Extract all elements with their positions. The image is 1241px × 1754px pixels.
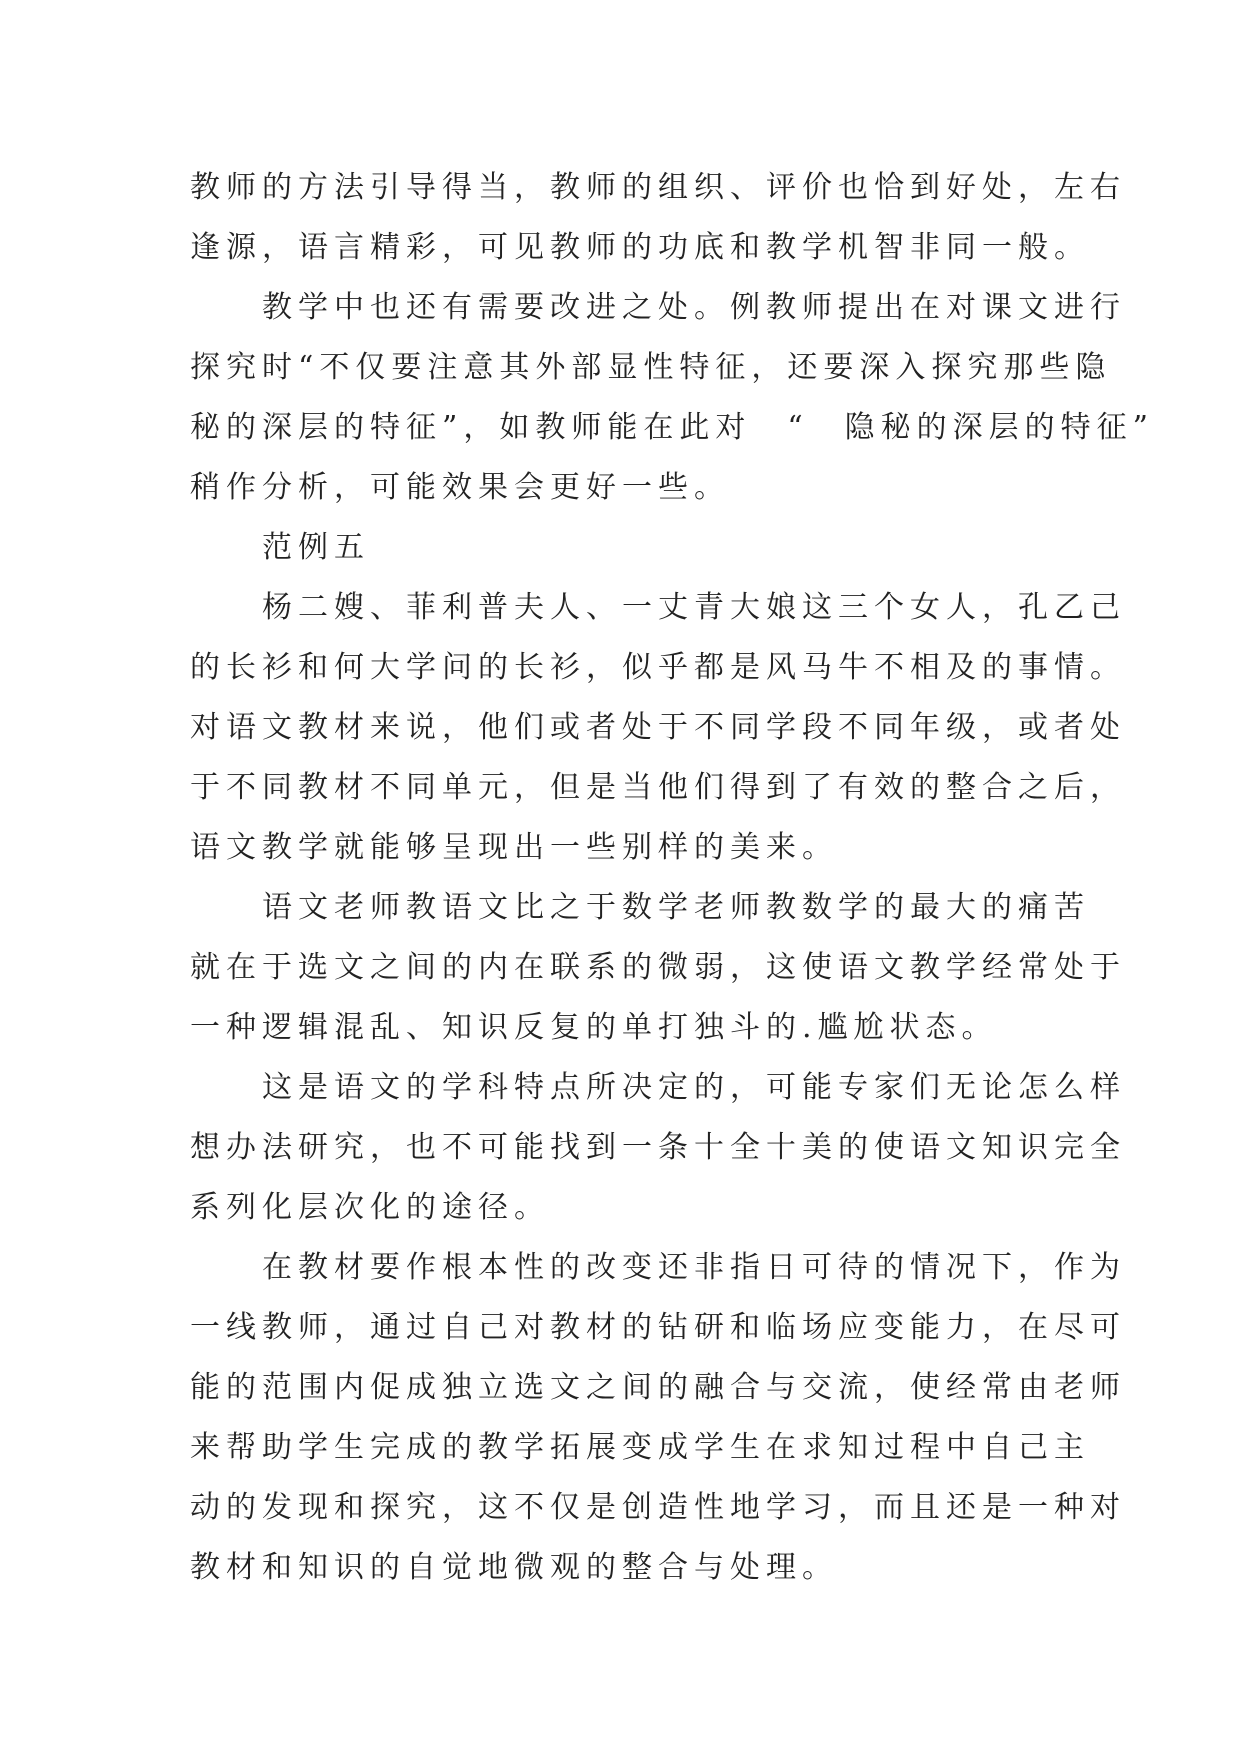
text-line: 的长衫和何大学问的长衫，似乎都是风马牛不相及的事情。	[190, 650, 1126, 685]
text-line: 秘的深层的特征”，如教师能在此对 “ 隐秘的深层的特征”	[190, 410, 1155, 445]
text-line: 杨二嫂、菲利普夫人、一丈青大娘这三个女人，孔乙己	[190, 590, 1126, 625]
text-line: 来帮助学生完成的教学拓展变成学生在求知过程中自己主	[190, 1430, 1090, 1465]
text-line: 就在于选文之间的内在联系的微弱，这使语文教学经常处于	[190, 950, 1126, 985]
text-line: 于不同教材不同单元，但是当他们得到了有效的整合之后，	[190, 770, 1126, 805]
paragraph	[190, 1058, 1126, 1238]
text-line: 一线教师，通过自己对教材的钻研和临场应变能力，在尽可	[190, 1310, 1126, 1345]
text-line: 在教材要作根本性的改变还非指日可待的情况下，作为	[190, 1250, 1126, 1285]
text-line: 对语文教材来说，他们或者处于不同学段不同年级，或者处	[190, 710, 1126, 745]
paragraph	[190, 278, 1155, 518]
document-page	[190, 158, 1155, 1598]
paragraph	[190, 1238, 1126, 1598]
paragraph	[190, 578, 1126, 878]
text-line: 想办法研究，也不可能找到一条十全十美的使语文知识完全	[190, 1130, 1126, 1165]
text-line: 语文老师教语文比之于数学老师教数学的最大的痛苦	[190, 890, 1090, 925]
paragraph	[190, 878, 1126, 1058]
text-line: 动的发现和探究，这不仅是创造性地学习，而且还是一种对	[190, 1490, 1126, 1525]
paragraph	[190, 158, 1126, 278]
text-line: 语文教学就能够呈现出一些别样的美来。	[190, 830, 838, 865]
text-line: 逢源，语言精彩，可见教师的功底和教学机智非同一般。	[190, 230, 1090, 265]
text-line: 系列化层次化的途径。	[190, 1190, 550, 1225]
text-line: 这是语文的学科特点所决定的，可能专家们无论怎么样	[190, 1070, 1126, 1105]
text-line: 探究时“不仅要注意其外部显性特征，还要深入探究那些隐	[190, 350, 1112, 385]
text-line: 能的范围内促成独立选文之间的融合与交流，使经常由老师	[190, 1370, 1126, 1405]
text-line: 范例五	[190, 530, 370, 565]
text-line: 教材和知识的自觉地微观的整合与处理。	[190, 1550, 838, 1585]
section-heading	[190, 518, 1070, 578]
text-line: 一种逻辑混乱、知识反复的单打独斗的.尴尬状态。	[190, 1010, 998, 1045]
text-line: 教师的方法引导得当，教师的组织、评价也恰到好处，左右	[190, 170, 1126, 205]
text-line: 稍作分析，可能效果会更好一些。	[190, 470, 730, 505]
text-line: 教学中也还有需要改进之处。例教师提出在对课文进行	[190, 290, 1126, 325]
